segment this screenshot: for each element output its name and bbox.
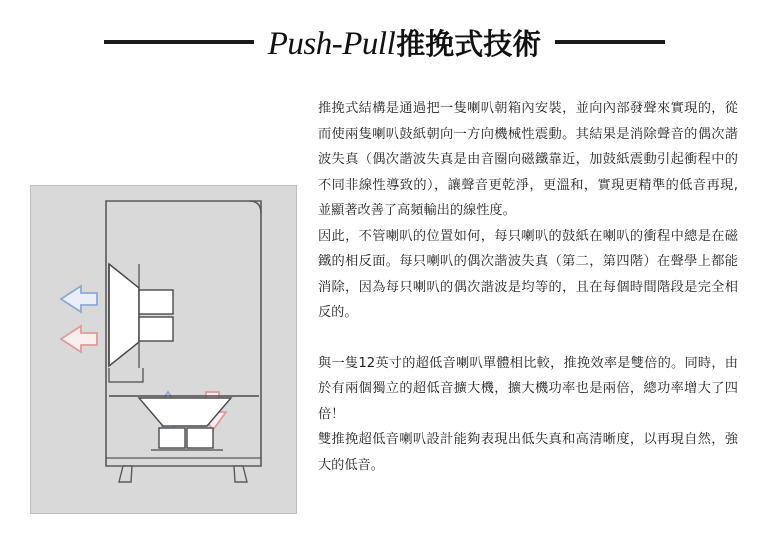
cabinet-illustration-svg	[31, 186, 294, 511]
paragraph-3: 與一隻12英寸的超低音喇叭單體相比較，推挽效率是雙倍的。同時，由於有兩個獨立的超低音擴大機，擴大機功率也是兩倍，總功率增大了四倍！	[318, 355, 738, 422]
arrow-up-blue-left	[61, 286, 97, 312]
paragraph-1: 推挽式結構是通過把一隻喇叭朝箱內安裝，並向內部發聲來實現的，從而使兩隻喇叭鼓紙朝向一方向機械性震動。其結果是消除聲音的偶次諧波失真（偶次諧波失真是由音圈向磁鐵靠近，加鼓紙震動引起衝程中的不同非線性導致的），讓聲音更乾淨，更溫和，實現更精準的低音再現, 並顯著改善了高頻輸出的線性度。	[318, 101, 738, 218]
page-title-latin: Push-Pull	[267, 25, 396, 62]
article-body	[318, 96, 738, 478]
page-header	[0, 14, 769, 70]
paragraph-4: 雙推挽超低音喇叭設計能夠表現出低失真和高清晰度，以再現自然，強大的低音。	[318, 432, 738, 473]
page-title-cjk: 推挽式技術	[396, 26, 542, 61]
paragraph-2: 因此，不管喇叭的位置如何，每只喇叭的鼓紙在喇叭的衝程中總是在磁鐵的相反面。每只喇叭的偶次諧波失真（第二，第四階）在聲學上都能消除，因為每只喇叭的偶次諧波是均等的，且在每個時間階段是完全相反的。	[318, 228, 738, 320]
page-title	[268, 22, 542, 63]
push-pull-subwoofer-cabinet-diagram	[30, 185, 297, 514]
header-rule-right	[555, 40, 665, 44]
arrow-down-red-left	[61, 326, 97, 352]
header-rule-left	[104, 40, 254, 44]
